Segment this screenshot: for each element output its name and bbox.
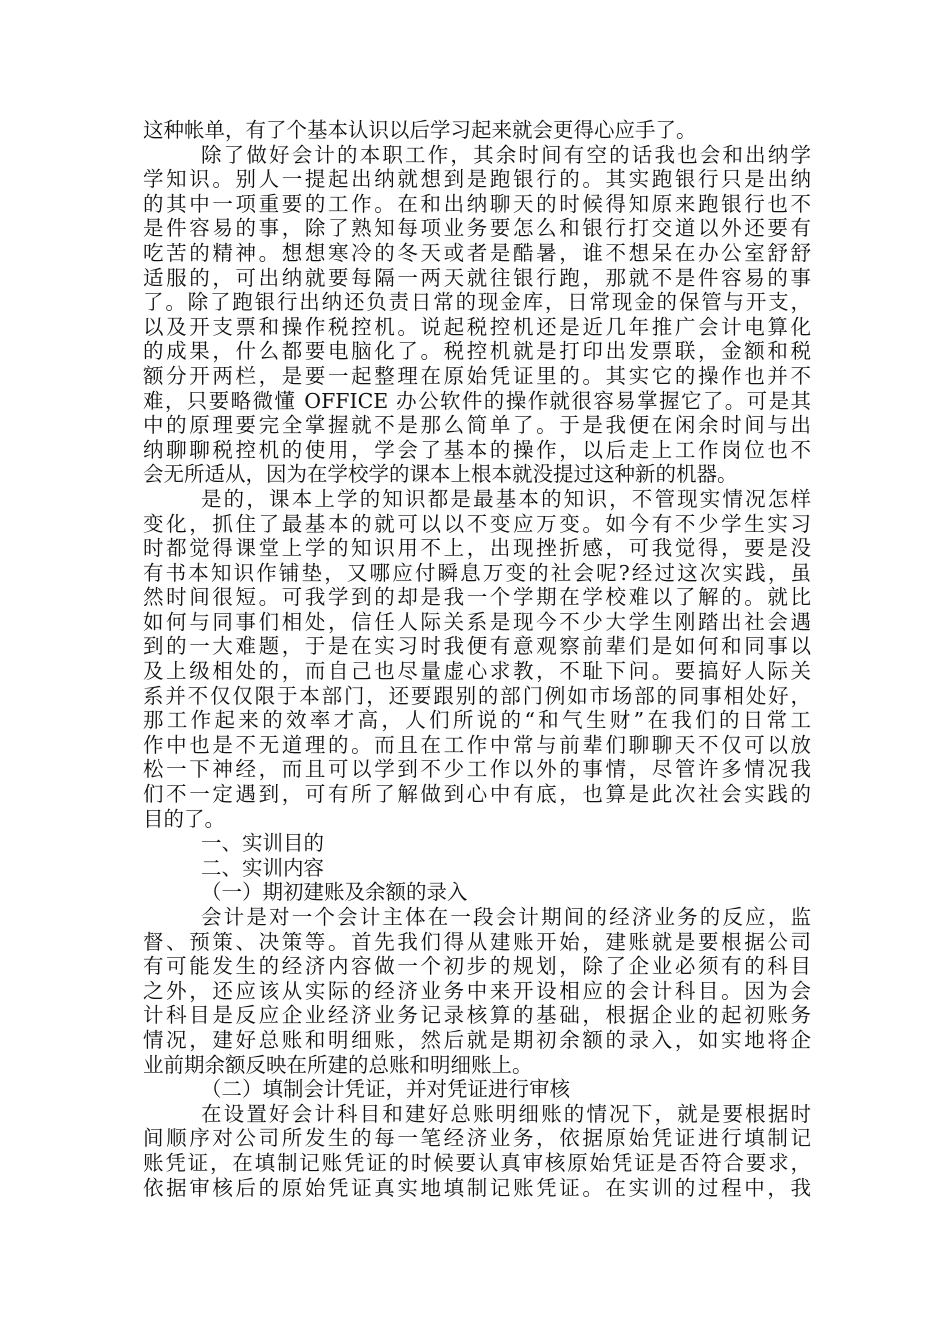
text-line: 们不一定遇到，可有所了解做到心中有底，也算是此次社会实践的: [143, 782, 811, 807]
text-line: 一、实训目的: [201, 831, 324, 856]
text-line: 有可能发生的经济内容做一个初步的规划，除了企业必须有的科目: [143, 954, 811, 979]
text-line: 适服的，可出纳就要每隔一两天就往银行跑，那就不是件容易的事: [143, 265, 811, 290]
text-line: 除了做好会计的本职工作，其余时间有空的话我也会和出纳学: [201, 142, 811, 167]
text-line: 情况，建好总账和明细账，然后就是期初余额的录入，如实地将企: [143, 1027, 811, 1052]
text-line: 这种帐单，有了个基本认识以后学习起来就会更得心应手了。: [143, 118, 697, 142]
text-line: 的成果，什么都要电脑化了。税控机就是打印出发票联，金额和税: [143, 339, 811, 364]
text-line: 会无所适从，因为在学校学的课本上根本就没提过这种新的机器。: [143, 462, 738, 487]
text-line: 及上级相处的，而自己也尽量虚心求教，不耻下问。要搞好人际关: [143, 659, 811, 684]
text-line: 到的一大难题，于是在实习时我便有意观察前辈们是如何和同事以: [143, 634, 811, 659]
text-line: 松一下神经，而且可以学到不少工作以外的事情，尽管许多情况我: [143, 757, 811, 782]
document-page: [143, 118, 811, 1200]
text-line: 那工作起来的效率才高，人们所说的“和气生财”在我们的日常工: [143, 708, 811, 733]
text-line: 在设置好会计科目和建好总账明细账的情况下，就是要根据时: [201, 1101, 811, 1126]
text-line: 纳聊聊税控机的使用，学会了基本的操作，以后走上工作岗位也不: [143, 437, 811, 462]
text-line: 之外，还应该从实际的经济业务中来开设相应的会计科目。因为会: [143, 978, 811, 1003]
text-line: 难，只要略微懂 OFFICE 办公软件的操作就很容易掌握它了。可是其: [143, 388, 811, 413]
text-line: 以及开支票和操作税控机。说起税控机还是近几年推广会计电算化: [143, 314, 811, 339]
text-line: 会计是对一个会计主体在一段会计期间的经济业务的反应，监: [201, 905, 811, 929]
text-line: 作中也是不无道理的。而且在工作中常与前辈们聊聊天不仅可以放: [143, 732, 811, 757]
text-line: 额分开两栏，是要一起整理在原始凭证里的。其实它的操作也并不: [143, 363, 811, 388]
text-line: 时都觉得课堂上学的知识用不上，出现挫折感，可我觉得，要是没: [143, 536, 811, 561]
text-line: 目的了。: [143, 806, 225, 831]
text-line: 是的，课本上学的知识都是最基本的知识，不管现实情况怎样: [201, 486, 811, 511]
text-line: 学知识。别人一提起出纳就想到是跑银行的。其实跑银行只是出纳: [143, 167, 811, 192]
text-line: 如何与同事们相处，信任人际关系是现今不少大学生刚踏出社会遇: [143, 609, 811, 634]
text-line: 是件容易的事，除了熟知每项业务要怎么和银行打交道以外还要有: [143, 216, 811, 241]
text-line: 有书本知识作铺垫，又哪应付瞬息万变的社会呢?经过这次实践，虽: [143, 560, 811, 585]
text-line: （一）期初建账及余额的录入: [201, 880, 468, 905]
text-line: 账凭证，在填制记账凭证的时候要认真审核原始凭证是否符合要求，: [143, 1150, 811, 1175]
text-line: 督、预策、决策等。首先我们得从建账开始，建账就是要根据公司: [143, 929, 811, 954]
text-line: 系并不仅仅限于本部门，还要跟别的部门例如市场部的同事相处好，: [143, 683, 811, 708]
text-line: 依据审核后的原始凭证真实地填制记账凭证。在实训的过程中，我: [143, 1175, 811, 1200]
text-line: 中的原理要完全掌握就不是那么简单了。于是我便在闲余时间与出: [143, 413, 811, 438]
text-line: （二）填制会计凭证，并对凭证进行审核: [201, 1077, 570, 1102]
text-line: 计科目是反应企业经济业务记录核算的基础，根据企业的起初账务: [143, 1003, 811, 1028]
text-line: 业前期余额反映在所建的总账和明细账上。: [143, 1052, 533, 1077]
text-line: 了。除了跑银行出纳还负责日常的现金库，日常现金的保管与开支，: [143, 290, 811, 315]
text-line: 吃苦的精神。想想寒冷的冬天或者是酷暑，谁不想呆在办公室舒舒: [143, 240, 811, 265]
text-line: 变化，抓住了最基本的就可以以不变应万变。如今有不少学生实习: [143, 511, 811, 536]
text-line: 二、实训内容: [201, 855, 324, 880]
text-line: 间顺序对公司所发生的每一笔经济业务，依据原始凭证进行填制记: [143, 1126, 811, 1151]
text-line: 的其中一项重要的工作。在和出纳聊天的时候得知原来跑银行也不: [143, 191, 811, 216]
text-line: 然时间很短。可我学到的却是我一个学期在学校难以了解的。就比: [143, 585, 811, 610]
